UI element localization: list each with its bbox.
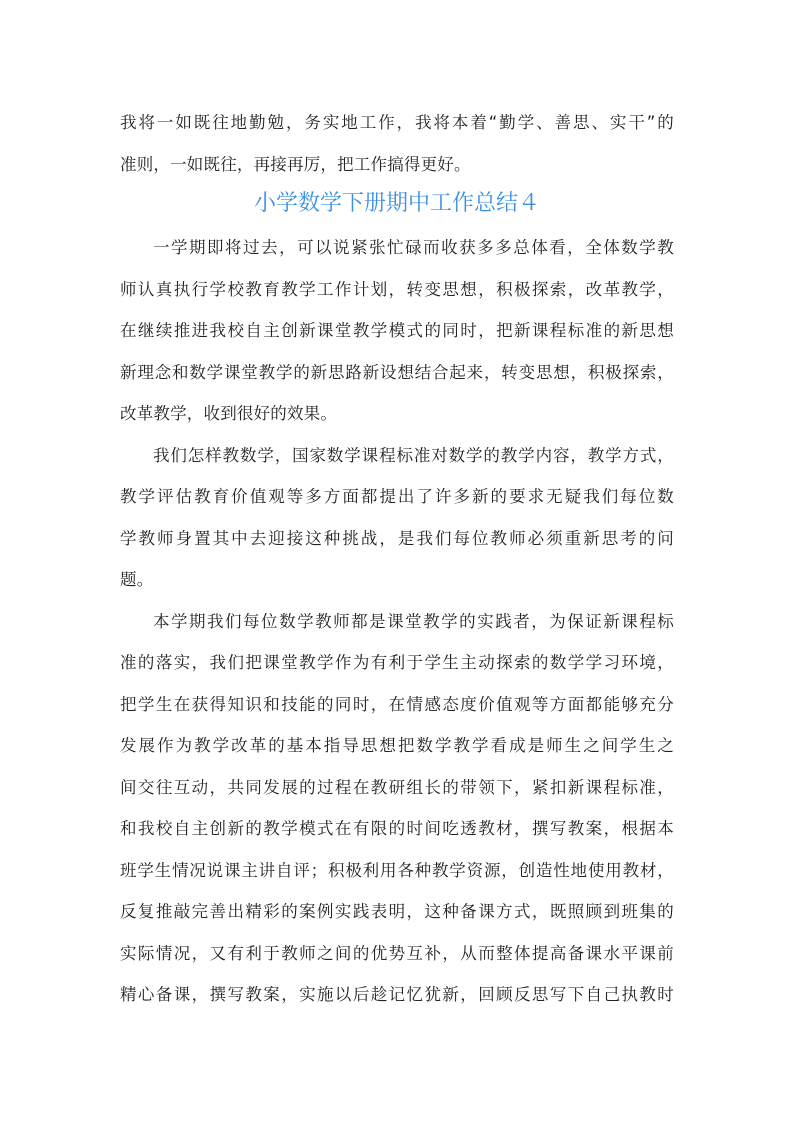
text-line: 在继续推进我校自主创新课堂教学模式的同时，把新课程标准的新思想 bbox=[120, 321, 674, 340]
text-line: 题。 bbox=[120, 570, 154, 589]
text-line: 改革教学，收到很好的效果。 bbox=[120, 404, 338, 423]
paragraph bbox=[120, 601, 674, 1016]
text-line: 和我校自主创新的教学模式在有限的时间吃透教材，撰写教案，根据本 bbox=[120, 819, 674, 838]
text-line: 新理念和数学课堂教学的新思路新设想结合起来，转变思想，积极探索， bbox=[120, 362, 674, 382]
text-line: 准的落实，我们把课堂教学作为有利于学生主动探索的数学学习环境， bbox=[120, 653, 674, 672]
text-line: 教学评估教育价值观等多方面都提出了许多新的要求无疑我们每位数 bbox=[120, 487, 674, 506]
text-line: 精心备课，撰写教案，实施以后趁记忆犹新，回顾反思写下自己执教时 bbox=[120, 985, 674, 1004]
text-line: 反复推敲完善出精彩的案例实践表明，这种备课方式，既照顾到班集的 bbox=[120, 902, 674, 921]
text-line: 师认真执行学校教育教学工作计划，转变思想，积极探索，改革教学， bbox=[120, 279, 674, 299]
text-line: 我们怎样教数学，国家数学课程标准对数学的教学内容，教学方式， bbox=[153, 445, 674, 465]
text-line: 本学期我们每位数学教师都是课堂教学的实践者，为保证新课程标 bbox=[153, 611, 674, 631]
paragraph bbox=[120, 227, 674, 435]
text-line: 班学生情况说课主讲自评；积极利用各种教学资源，创造性地使用教材， bbox=[120, 860, 674, 880]
section-heading: 小学数学下册期中工作总结４ bbox=[253, 191, 540, 216]
text-line: 间交往互动，共同发展的过程在教研组长的带领下，紧扣新课程标准， bbox=[120, 777, 674, 797]
text-line: 把学生在获得知识和技能的同时，在情感态度价值观等方面都能够充分 bbox=[120, 694, 674, 714]
paragraph bbox=[120, 435, 674, 601]
text-line: 实际情况，又有利于教师之间的优势互补，从而整体提高备课水平课前 bbox=[120, 943, 674, 963]
text-line: 发展作为教学改革的基本指导思想把数学教学看成是师生之间学生之 bbox=[120, 736, 674, 755]
text-line: 学教师身置其中去迎接这种挑战，是我们每位教师必须重新思考的问 bbox=[120, 528, 674, 548]
document-body bbox=[120, 102, 674, 1016]
text-line: 准则，一如既往，再接再厉，把工作搞得更好。 bbox=[120, 154, 471, 174]
text-line: 一学期即将过去，可以说紧张忙碌而收获多多总体看，全体数学教 bbox=[153, 238, 674, 257]
text-line: 我将一如既往地勤勉，务实地工作，我将本着“勤学、善思、实干”的 bbox=[120, 113, 674, 132]
